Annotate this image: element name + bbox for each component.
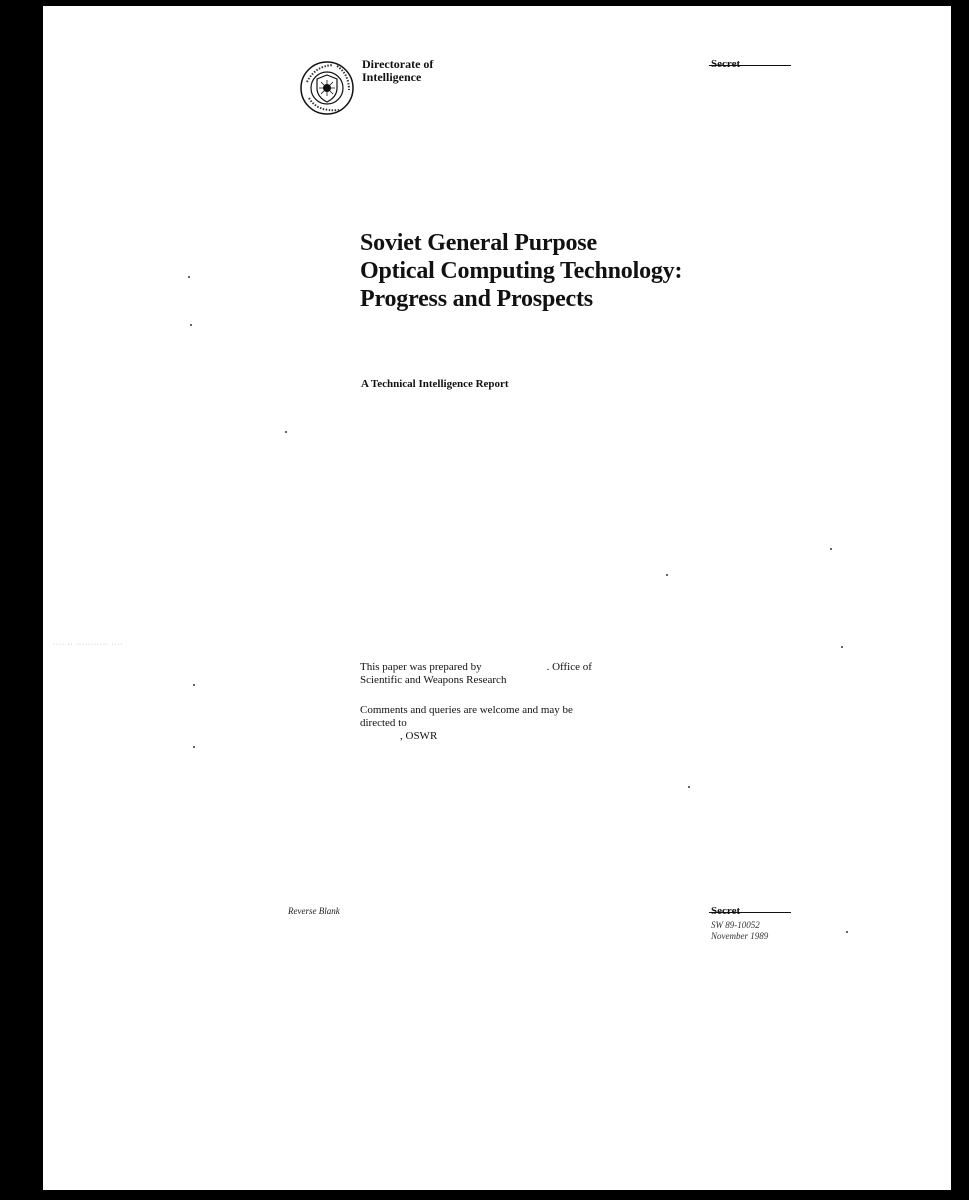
- title-line-3: Progress and Prospects: [360, 286, 593, 312]
- scan-speck: [193, 684, 195, 686]
- cia-seal-icon: [299, 60, 355, 116]
- prepared-line-1-end: . Office of: [546, 661, 592, 673]
- scan-speck: [193, 746, 195, 748]
- prepared-line-2: Scientific and Weapons Research: [360, 674, 507, 686]
- scan-speck: [190, 324, 192, 326]
- document-page: [43, 6, 951, 1190]
- scan-speck: [666, 574, 668, 576]
- scan-speck: [688, 786, 690, 788]
- scan-speck: [846, 931, 848, 933]
- comments-line-2: directed to: [360, 717, 407, 729]
- scan-speck: [285, 431, 287, 433]
- scan-smudge: ···· ·· ··········· ····: [53, 642, 124, 648]
- report-number: SW 89-10052: [711, 920, 760, 930]
- title-line-2: Optical Computing Technology:: [360, 258, 683, 284]
- comments-block: [360, 704, 573, 743]
- title-line-1: Soviet General Purpose: [360, 230, 597, 256]
- scan-speck: [830, 548, 832, 550]
- classification-marking-top: Secret: [711, 58, 741, 70]
- scan-speck: [188, 276, 190, 278]
- directorate-line-2: Intelligence: [362, 70, 422, 84]
- directorate-line-1: Directorate of: [362, 57, 434, 71]
- report-title: [360, 229, 682, 313]
- classification-marking-bottom: Secret: [711, 905, 741, 917]
- comments-line-1: Comments and queries are welcome and may be: [360, 704, 573, 716]
- scan-speck: [841, 646, 843, 648]
- prepared-line-1-start: This paper was prepared by: [360, 661, 482, 673]
- prepared-by-block: [360, 661, 592, 687]
- report-date: November 1989: [711, 931, 769, 941]
- comments-line-3: , OSWR: [400, 730, 438, 742]
- report-subtitle: A Technical Intelligence Report: [361, 378, 509, 390]
- reverse-blank-note: Reverse Blank: [288, 906, 340, 916]
- report-number-block: [711, 920, 768, 942]
- directorate-label: [362, 58, 433, 84]
